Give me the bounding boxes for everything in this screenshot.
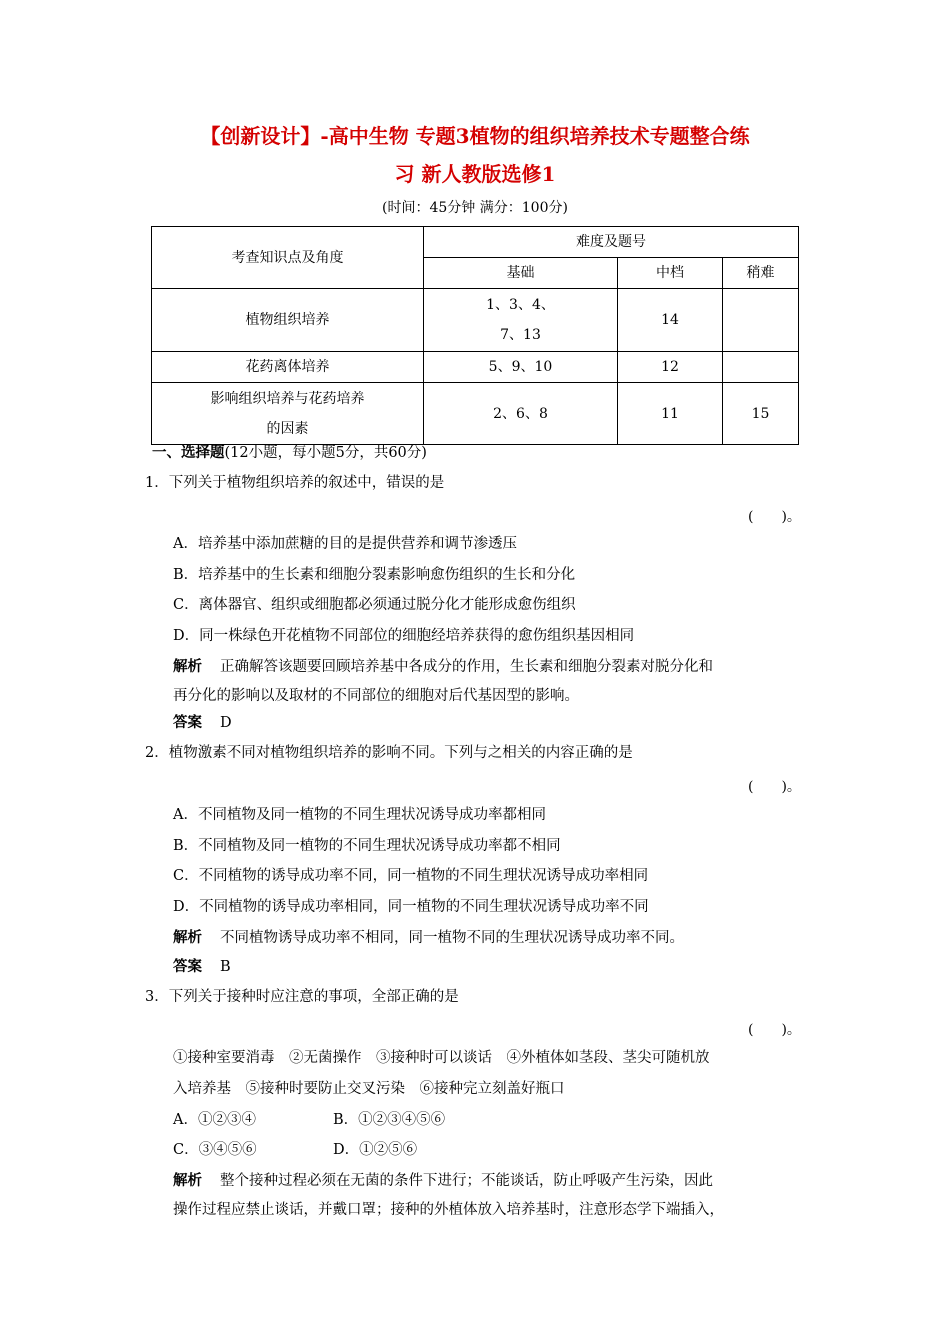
q2-stem: 2．植物激素不同对植物组织培养的影响不同。下列与之相关的内容正确的是 (145, 745, 633, 761)
table-cell-hard (723, 352, 799, 383)
q2-option-b: B．不同植物及同一植物的不同生理状况诱导成功率都不相同 (173, 838, 561, 854)
q2-answer-label: 答案 (173, 958, 202, 975)
table-cell-topic: 植物组织培养 (152, 289, 424, 352)
table-cell-topic: 花药离体培养 (152, 352, 424, 383)
q1-option-a: A．培养基中添加蔗糖的目的是提供营养和调节渗透压 (173, 536, 517, 552)
q2-analysis-text1: 不同植物诱导成功率不相同，同一植物不同的生理状况诱导成功率不同。 (220, 930, 684, 946)
q3-items-line2: 入培养基 ⑤接种时要防止交叉污染 ⑥接种完立刻盖好瓶口 (173, 1081, 565, 1097)
section-note: (12小题，每小题5分，共60分) (224, 445, 427, 461)
q1-stem: 1．下列关于植物组织培养的叙述中，错误的是 (145, 475, 445, 491)
q3-option-d: D．①②⑤⑥ (333, 1142, 418, 1158)
q2-analysis-line1 (173, 927, 684, 949)
table-cell-hard: 15 (723, 383, 799, 445)
table-cell-mid: 12 (618, 352, 723, 383)
q2-answer-value: B (220, 959, 231, 975)
table-header-topic: 考查知识点及角度 (152, 227, 424, 289)
q1-analysis-label: 解析 (173, 658, 202, 675)
table-cell-topic (152, 383, 424, 445)
doc-title-line1: 【创新设计】-高中生物 专题3植物的组织培养技术专题整合练 (200, 124, 750, 148)
q2-option-d: D．不同植物的诱导成功率相同，同一植物的不同生理状况诱导成功率不同 (173, 899, 649, 915)
table-header-hard: 稍难 (723, 258, 799, 289)
q3-option-c: C．③④⑤⑥ (173, 1142, 257, 1158)
table-header-basic: 基础 (424, 258, 618, 289)
doc-title-line2: 习 新人教版选修1 (394, 162, 556, 186)
table-row (152, 289, 799, 352)
q3-stem: 3．下列关于接种时应注意的事项，全部正确的是 (145, 989, 459, 1005)
q3-analysis-line1 (173, 1170, 713, 1192)
table-cell-mid: 14 (618, 289, 723, 352)
q3-option-b: B．①②③④⑤⑥ (333, 1112, 446, 1128)
table-cell-hard (723, 289, 799, 352)
q1-analysis-line2: 再分化的影响以及取材的不同部位的细胞对后代基因型的影响。 (173, 688, 579, 704)
basic-line1: 1、3、4、 (486, 297, 555, 313)
table-cell-basic: 5、9、10 (424, 352, 618, 383)
q1-option-d: D．同一株绿色开花植物不同部位的细胞经培养获得的愈伤组织基因相同 (173, 628, 635, 644)
table-header-difficulty: 难度及题号 (424, 227, 799, 258)
q2-analysis-label: 解析 (173, 929, 202, 946)
q3-analysis-label: 解析 (173, 1172, 202, 1189)
knowledge-table (151, 226, 799, 445)
table-cell-basic (424, 289, 618, 352)
q3-items-line1: ①接种室要消毒 ②无菌操作 ③接种时可以谈话 ④外植体如茎段、茎尖可随机放 (173, 1050, 710, 1066)
q1-answer-value: D (220, 715, 232, 731)
table-row (152, 383, 799, 445)
q1-answer-label: 答案 (173, 714, 202, 731)
table-cell-mid: 11 (618, 383, 723, 445)
q1-analysis-line1 (173, 656, 713, 678)
table-header-mid: 中档 (618, 258, 723, 289)
section-heading (152, 442, 427, 464)
q2-answer-blank: ( )。 (748, 779, 801, 795)
table-cell-basic: 2、6、8 (424, 383, 618, 445)
basic-line2: 7、13 (500, 327, 541, 343)
q3-answer-blank: ( )。 (748, 1022, 801, 1038)
topic-line2: 的因素 (266, 420, 309, 437)
q2-answer (173, 956, 231, 978)
q1-answer-blank: ( )。 (748, 509, 801, 525)
table-row (152, 352, 799, 383)
q3-analysis-text1: 整个接种过程必须在无菌的条件下进行；不能谈话，防止呼吸产生污染，因此 (220, 1173, 713, 1189)
q1-answer (173, 712, 232, 734)
q3-analysis-line2: 操作过程应禁止谈话，并戴口罩；接种的外植体放入培养基时，注意形态学下端插入， (173, 1202, 724, 1218)
q1-analysis-text1: 正确解答该题要回顾培养基中各成分的作用，生长素和细胞分裂素对脱分化和 (220, 659, 713, 675)
q1-option-c: C．离体器官、组织或细胞都必须通过脱分化才能形成愈伤组织 (173, 597, 576, 613)
section-label: 一、选择题 (152, 444, 225, 461)
time-score-info: (时间：45分钟 满分：100分) (382, 200, 568, 216)
q1-option-b: B．培养基中的生长素和细胞分裂素影响愈伤组织的生长和分化 (173, 567, 576, 583)
q3-option-a: A．①②③④ (173, 1112, 256, 1128)
q2-option-a: A．不同植物及同一植物的不同生理状况诱导成功率都相同 (173, 807, 546, 823)
q2-option-c: C．不同植物的诱导成功率不同，同一植物的不同生理状况诱导成功率相同 (173, 868, 649, 884)
topic-line1: 影响组织培养与花药培养 (210, 390, 365, 407)
